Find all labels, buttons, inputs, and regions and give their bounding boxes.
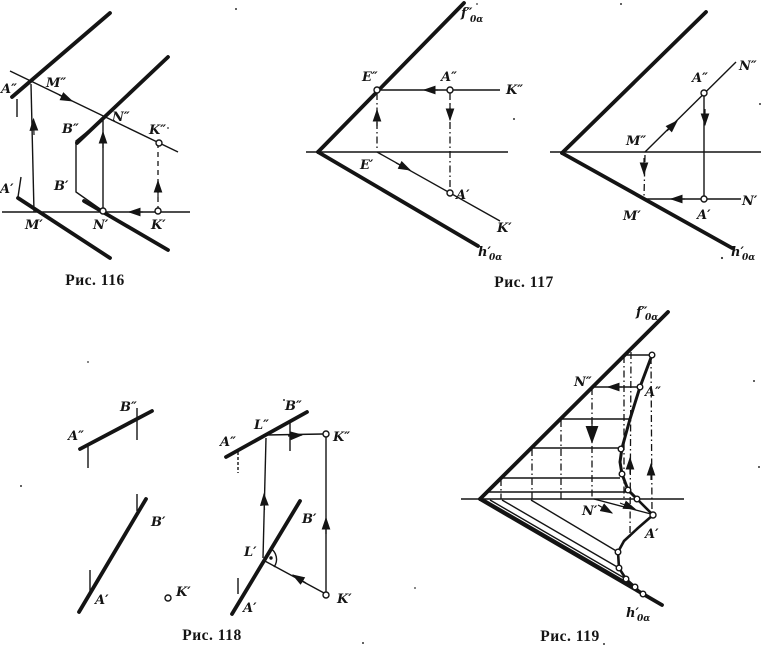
line-L2-K2: [266, 434, 323, 435]
end-tick: [18, 177, 21, 197]
horizontal-trace-h0a: [318, 152, 478, 246]
fan-line: [502, 500, 619, 568]
frontal-projection-line: [10, 71, 178, 152]
label-A1: A′: [95, 593, 109, 608]
label-f0a-sub: 0α: [645, 313, 659, 323]
label-A1: A′: [456, 188, 470, 203]
line-M2-N2: [645, 62, 736, 152]
label-B2: B″: [62, 122, 79, 137]
curve-frontal-projection: [620, 355, 652, 499]
label-h0a-main: h′: [478, 245, 491, 260]
label-B2: B″: [120, 400, 137, 415]
segment-A1B1: [79, 499, 146, 612]
label-f0a-main: f″: [461, 6, 473, 21]
label-h0a-sub: 0α: [489, 253, 503, 263]
point-A1: [650, 512, 656, 518]
caption-116: Рис. 116: [65, 272, 125, 289]
figure-118-right: [218, 399, 352, 616]
segment-A1B1: [232, 501, 300, 614]
label-E2: E″: [362, 70, 378, 85]
label-h0a-main: h′: [626, 606, 639, 621]
label-h0a-sub: 0α: [742, 253, 756, 263]
curve-node: [618, 446, 624, 452]
point-A1: [701, 196, 707, 202]
label-A1: A′: [243, 601, 257, 616]
label-M1: M′: [25, 218, 43, 233]
curve-node: [619, 471, 625, 477]
label-L1: L′: [244, 545, 257, 560]
frontal-trace-f0a: [480, 312, 668, 499]
label-A2: A″: [220, 435, 236, 450]
point-A2: [701, 90, 707, 96]
fan-line: [531, 500, 618, 552]
label-A2: A″: [441, 70, 457, 85]
label-f0a-main: f″: [636, 305, 648, 320]
label-A2: A″: [1, 82, 17, 97]
fan-line: [490, 500, 626, 579]
label-N1: N′: [742, 194, 758, 209]
labels-116: [0, 76, 166, 233]
label-K2: K″: [149, 123, 167, 138]
label-E1: E′: [360, 158, 374, 173]
line-E1-K1: [377, 152, 500, 221]
figure-118-left: [66, 400, 242, 644]
curve-node: [640, 591, 646, 597]
point-A1: [447, 190, 453, 196]
label-K1: K′: [497, 221, 512, 236]
point-A2: [447, 87, 453, 93]
point-K2: [323, 431, 329, 437]
label-B2: B″: [285, 399, 302, 414]
curve-node: [616, 565, 622, 571]
label-K2: K″: [506, 83, 524, 98]
fan-lines-below-axis: [485, 499, 651, 587]
caption-118: Рис. 118: [182, 627, 242, 644]
label-B1: B′: [151, 515, 166, 530]
curve-node: [625, 487, 631, 493]
point-N1: [100, 208, 106, 214]
label-K1: K′: [151, 218, 166, 233]
label-h0a-sub: 0α: [637, 614, 651, 624]
figure-116: [0, 13, 190, 289]
fan-line: [485, 500, 635, 587]
line-N1-A1: [594, 499, 651, 514]
label-K1: K′: [176, 585, 191, 600]
curve-node-axis: [634, 496, 640, 502]
label-K2: K″: [333, 430, 351, 445]
label-A1: A′: [697, 208, 711, 223]
frontal-trace: [562, 12, 706, 153]
label-A1: A′: [645, 527, 659, 542]
label-M1: M′: [623, 209, 641, 224]
label-N2: N″: [739, 59, 757, 74]
label-B1: B′: [54, 179, 69, 194]
segment-A2B2: [80, 411, 152, 449]
figure-119: [461, 305, 684, 645]
labels-118-left: [66, 400, 191, 608]
curve-node: [623, 576, 629, 582]
figure-117-left: [306, 3, 554, 291]
curve-node: [649, 352, 655, 358]
point-K2: [156, 140, 162, 146]
label-N2: N″: [112, 110, 130, 125]
scan-noise: [20, 3, 761, 645]
right-angle-dot: [269, 556, 272, 559]
point-K1: [165, 595, 171, 601]
label-N1: N′: [582, 504, 598, 519]
label-M2: M″: [46, 76, 67, 91]
labels-117-right: [622, 59, 758, 263]
label-B1: B′: [302, 512, 317, 527]
label-A2: A″: [645, 385, 661, 400]
label-L2: L″: [254, 418, 269, 433]
connector-M: [31, 84, 34, 212]
point-E2: [374, 87, 380, 93]
label-N2: N″: [574, 375, 592, 390]
point-K1: [155, 208, 161, 214]
caption-119: Рис. 119: [540, 628, 600, 645]
label-A2: A″: [68, 429, 84, 444]
label-A1: A′: [0, 182, 14, 197]
label-h0a-main: h′: [731, 245, 744, 260]
curve-node: [615, 549, 621, 555]
point-A2: [637, 384, 643, 390]
label-K1: K′: [337, 592, 352, 607]
figure-117-right: [550, 12, 761, 263]
label-f0a-sub: 0α: [470, 15, 484, 25]
label-M2: M″: [626, 134, 647, 149]
curve-node: [632, 584, 638, 590]
point-K1: [323, 592, 329, 598]
label-N1: N′: [93, 218, 109, 233]
connector-A: [651, 357, 652, 512]
line-L1-K1: [263, 560, 324, 593]
label-A2: A″: [692, 71, 708, 86]
caption-117: Рис. 117: [494, 274, 554, 291]
